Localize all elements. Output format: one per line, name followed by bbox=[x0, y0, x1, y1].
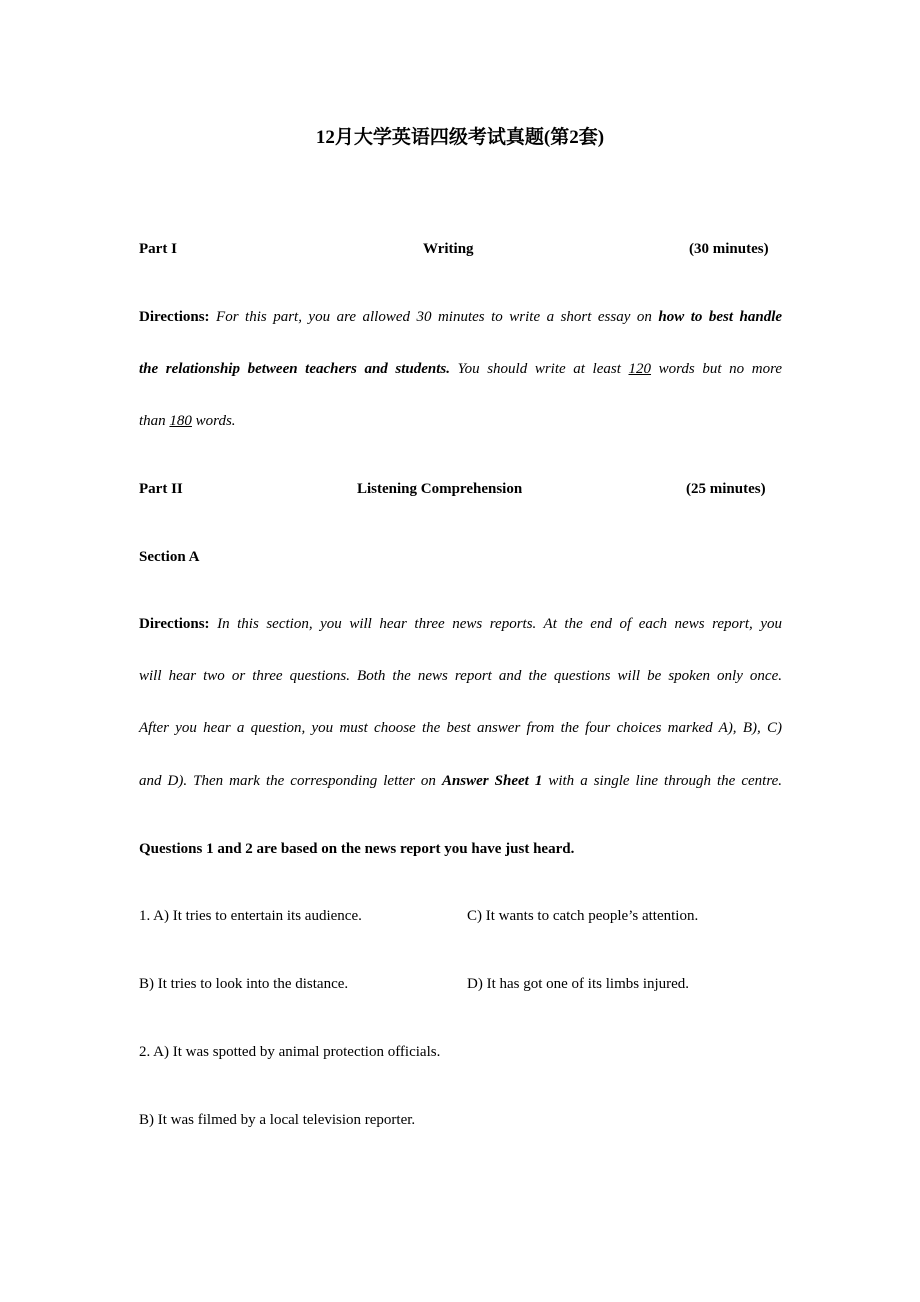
directions-label: Directions: bbox=[139, 309, 210, 325]
directions-label: Directions: bbox=[139, 616, 210, 632]
part1-time: (30 minutes) bbox=[689, 241, 769, 257]
directions-text: For this part, you are allowed 30 minutes to write a short essay on bbox=[216, 309, 652, 325]
q2-option-b: B) It was filmed by a local television reporter. bbox=[139, 1112, 416, 1128]
directions-text: You should write at least bbox=[457, 361, 621, 377]
directions-text: words but no more bbox=[658, 361, 783, 377]
q1-option-c: C) It wants to catch people’s attention. bbox=[467, 908, 699, 924]
q2-option-a: 2. A) It was spotted by animal protection officials. bbox=[139, 1044, 441, 1060]
essay-topic: how to best handle bbox=[658, 309, 783, 325]
essay-topic-cont: the relationship between teachers and students. bbox=[139, 361, 451, 377]
part1-name: Writing bbox=[423, 241, 474, 257]
answer-sheet-ref: Answer Sheet 1 bbox=[441, 773, 543, 789]
part2-directions-line-1 bbox=[139, 614, 782, 634]
questions-intro: Questions 1 and 2 are based on the news report you have just heard. bbox=[139, 841, 575, 857]
directions-text: than bbox=[139, 413, 166, 429]
part1-directions-line-1 bbox=[139, 307, 782, 327]
part2-name: Listening Comprehension bbox=[357, 481, 523, 497]
part2-time: (25 minutes) bbox=[686, 481, 766, 497]
q1-option-b: B) It tries to look into the distance. bbox=[139, 976, 349, 992]
min-words: 120 bbox=[628, 361, 652, 377]
part2-directions-line-4 bbox=[139, 771, 782, 791]
part2-label: Part II bbox=[139, 481, 183, 497]
q1-option-d: D) It has got one of its limbs injured. bbox=[467, 976, 690, 992]
directions-text: words. bbox=[195, 413, 236, 429]
part1-directions-line-3 bbox=[139, 411, 782, 431]
max-words: 180 bbox=[169, 413, 192, 429]
part1-label: Part I bbox=[139, 241, 177, 257]
section-a-heading: Section A bbox=[139, 549, 200, 565]
q1-option-a: 1. A) It tries to entertain its audience. bbox=[139, 908, 362, 924]
directions-text: with a single line through the centre. bbox=[548, 773, 783, 789]
directions-text: and D). Then mark the corresponding letter on bbox=[139, 773, 436, 789]
part1-directions-line-2 bbox=[139, 359, 782, 379]
page-title: 12月大学英语四级考试真题(第2套) bbox=[315, 127, 605, 148]
part2-directions-line-2: will hear two or three questions. Both the news report and the questions will be spoken only once. bbox=[139, 668, 782, 684]
part2-directions-line-3: After you hear a question, you must choose the best answer from the four choices marked A), B), C) bbox=[139, 720, 782, 736]
directions-text: In this section, you will hear three news reports. At the end of each news report, you bbox=[217, 616, 782, 632]
